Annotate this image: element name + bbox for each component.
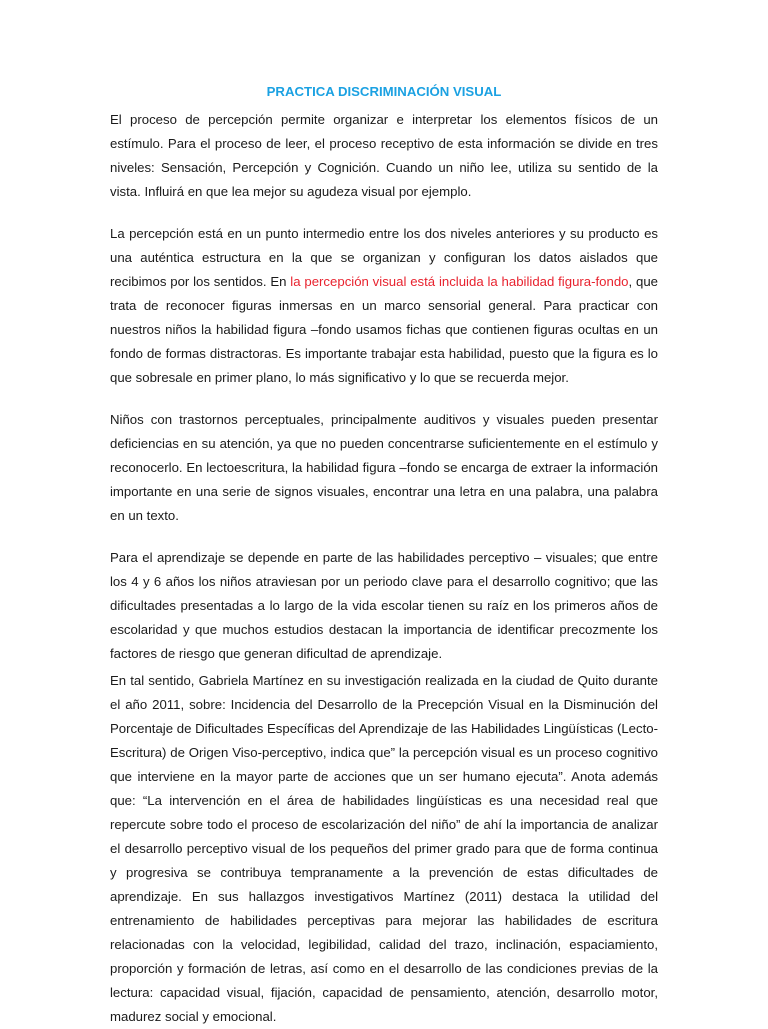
document-page <box>110 80 658 1029</box>
paragraph-3: Niños con trastornos perceptuales, principalmente auditivos y visuales pueden presentar deficiencias en su atención, ya que no pueden concentrarse suficientemente en el estímulo y reconocerlo. En lectoescritura, la habilidad figura –fondo se encarga de extraer la información importante en una serie de signos visuales, encontrar una letra en una palabra, una palabra en un texto. <box>110 412 658 523</box>
paragraph-5: En tal sentido, Gabriela Martínez en su investigación realizada en la ciudad de Quito durante el año 2011, sobre: Incidencia del Desarrollo de la Precepción Visual en la Disminución del Porcentaje de Dificultades Específicas del Aprendizaje de las Habilidades Lingüísticas (Lecto-Escritura) de Origen Viso-perceptivo, indica que” la percepción visual es un proceso cognitivo que interviene en la mayor parte de acciones que un ser humano ejecuta”. Anota además que: “La intervención en el área de habilidades lingüísticas es una necesidad real que repercute sobre todo el proceso de escolarización del niño” de ahí la importancia de analizar el desarrollo perceptivo visual de los pequeños del primer grado para que de forma continua y progresiva se contribuya tempranamente a la prevención de estas dificultades de aprendizaje. En sus hallazgos investigativos Martínez (2011) destaca la utilidad del entrenamiento de habilidades perceptivas para mejorar las habilidades de escritura relacionadas con la velocidad, legibilidad, calidad del trazo, inclinación, espaciamiento, proporción y formación de letras, así como en el desarrollo de las condiciones previas de la lectura: capacidad visual, fijación, capacidad de pensamiento, atención, desarrollo motor, madurez social y emocional. <box>110 673 658 1024</box>
paragraph-1: El proceso de percepción permite organizar e interpretar los elementos físicos de un estímulo. Para el proceso de leer, el proceso receptivo de esta información se divide en tres niveles: Sensación, Percepción y Cognición. Cuando un niño lee, utiliza su sentido de la vista. Influirá en que lea mejor su agudeza visual por ejemplo. <box>110 112 658 199</box>
document-title: PRACTICA DISCRIMINACIÓN VISUAL <box>266 84 502 99</box>
highlighted-phrase: la percepción visual está incluida la habilidad figura-fondo <box>290 274 629 289</box>
paragraph-4: Para el aprendizaje se depende en parte de las habilidades perceptivo – visuales; que entre los 4 y 6 años los niños atraviesan por un periodo clave para el desarrollo cognitivo; que las dificultades presentadas a lo largo de la vida escolar tienen su raíz en los primeros años de escolaridad y que muchos estudios destacan la importancia de identificar precozmente los factores de riesgo que generan dificultad de aprendizaje. <box>110 550 658 661</box>
paragraph-2-text-after: , que trata de reconocer figuras inmersas en un marco sensorial general. Para practicar con nuestros niños la habilidad figura –fondo usamos fichas que contienen figuras ocultas en un fondo de formas distractoras. Es importante trabajar esta habilidad, puesto que la figura es lo que sobresale en primer plano, lo más significativo y lo que se recuerda mejor. <box>110 274 659 385</box>
paragraph-2-text-before: La percepción está en un punto intermedio entre los dos niveles anteriores y su producto es una auténtica estructura en la que se organizan y configuran los datos aislados que recibimos por los sentidos. En <box>110 226 658 289</box>
paragraph-2 <box>110 222 658 390</box>
